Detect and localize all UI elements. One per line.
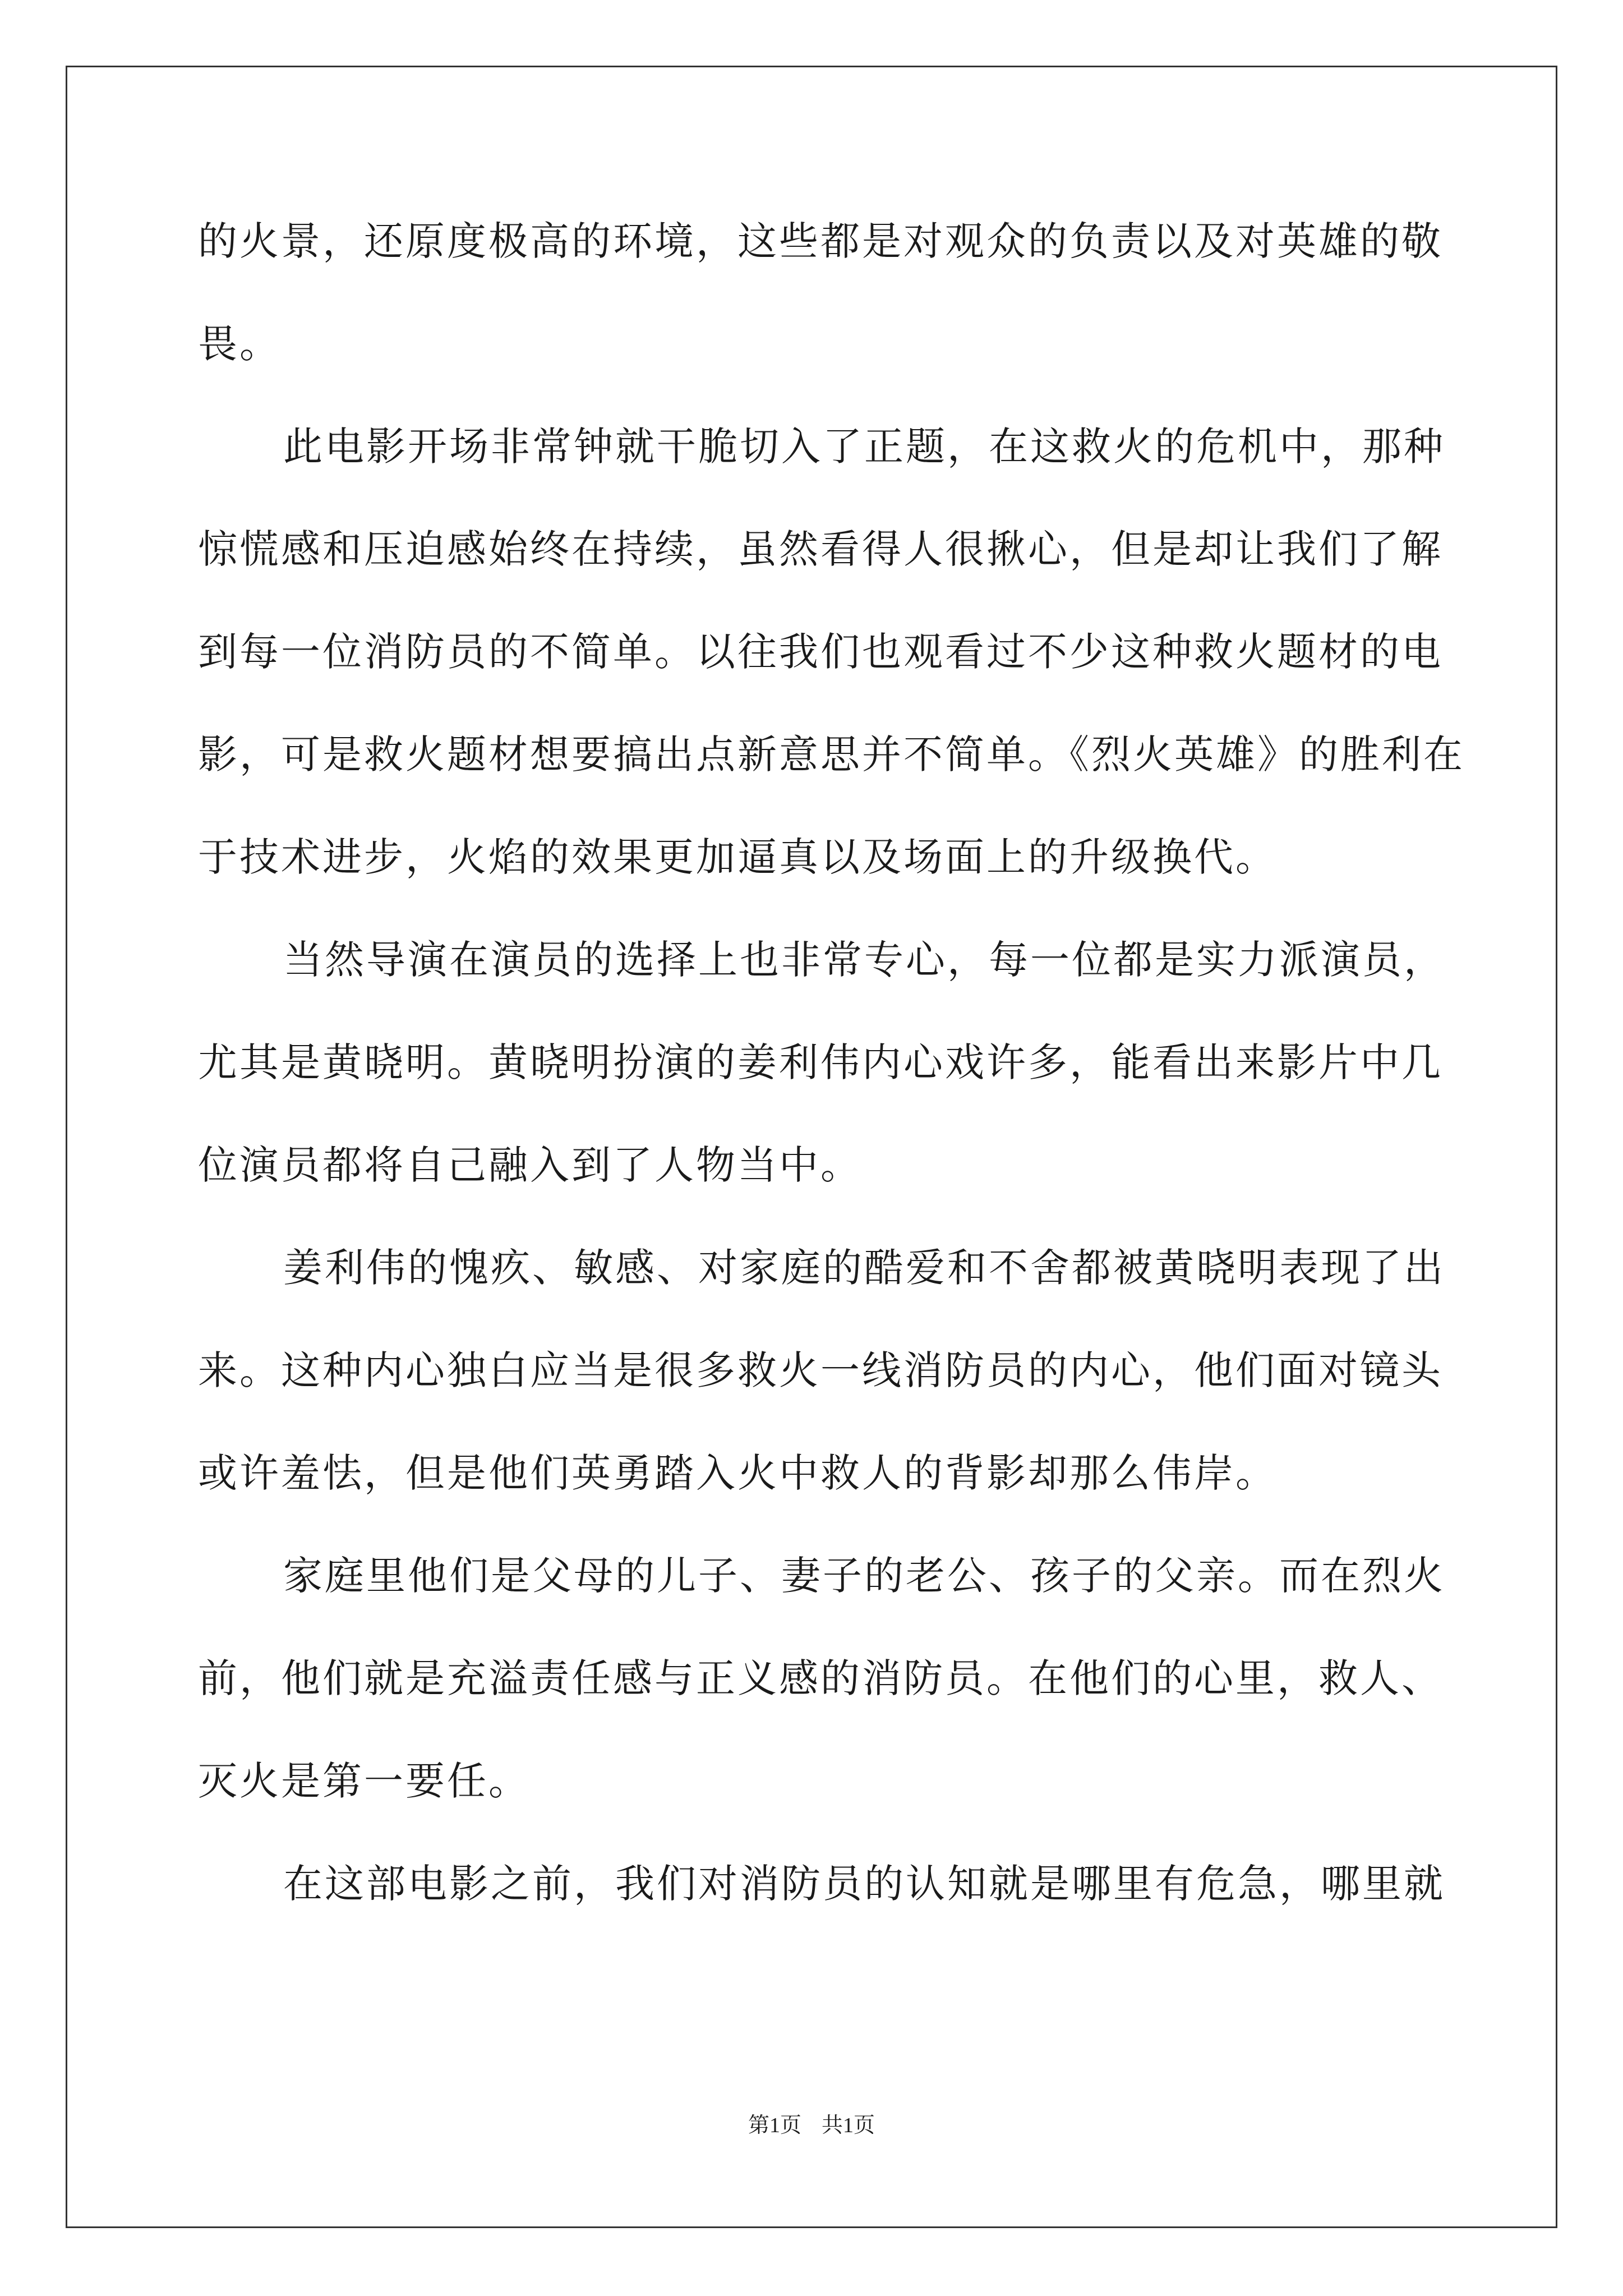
page-number: 第1页 — [748, 2114, 801, 2137]
text-line: 于技术进步，火焰的效果更加逼真以及场面上的升级换代。 — [198, 834, 1277, 880]
text-line: 来。这种内心独白应当是很多救火一线消防员的内心，他们面对镜头 — [198, 1347, 1443, 1393]
text-line: 家庭里他们是父母的儿子、妻子的老公、孩子的父亲。而在烈火 — [283, 1553, 1445, 1599]
text-line: 姜利伟的愧疚、敏感、对家庭的酷爱和不舍都被黄晓明表现了出 — [283, 1245, 1445, 1291]
text-line: 影，可是救火题材想要搞出点新意思并不简单。《烈火英雄》的胜利在 — [198, 731, 1465, 777]
text-line: 到每一位消防员的不简单。以往我们也观看过不少这种救火题材的电 — [198, 629, 1443, 675]
text-line: 的火景，还原度极高的环境，这些都是对观众的负责以及对英雄的敬 — [198, 218, 1443, 264]
text-line: 位演员都将自己融入到了人物当中。 — [198, 1142, 862, 1188]
page-footer — [0, 2111, 1623, 2139]
text-line: 在这部电影之前，我们对消防员的认知就是哪里有危急，哪里就 — [283, 1861, 1445, 1907]
text-line: 畏。 — [198, 321, 281, 367]
text-line: 当然导演在演员的选择上也非常专心，每一位都是实力派演员， — [283, 937, 1445, 983]
text-line: 尤其是黄晓明。黄晓明扮演的姜利伟内心戏许多，能看出来影片中几 — [198, 1039, 1443, 1085]
text-line: 前，他们就是充溢责任感与正义感的消防员。在他们的心里，救人、 — [198, 1655, 1443, 1701]
page-total: 共1页 — [822, 2114, 875, 2137]
text-line: 或许羞怯，但是他们英勇踏入火中救人的背影却那么伟岸。 — [198, 1450, 1277, 1496]
document-body — [198, 215, 1465, 1960]
text-line: 灭火是第一要任。 — [198, 1758, 530, 1804]
text-line: 此电影开场非常钟就干脆切入了正题，在这救火的危机中，那种 — [283, 424, 1445, 470]
text-line: 惊慌感和压迫感始终在持续，虽然看得人很揪心，但是却让我们了解 — [198, 526, 1443, 572]
